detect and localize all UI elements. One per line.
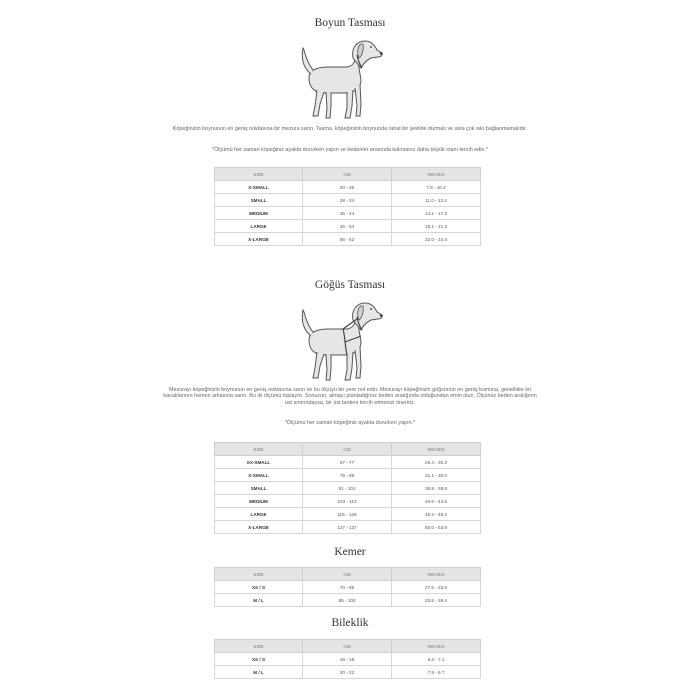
table-row	[215, 181, 481, 194]
section-title-kemer: Kemer	[334, 546, 366, 558]
collar-instructions: Köpeğinizin boynunun en geniş noktasına bir mezura sarın. Tasma, köpeğinizin boynunda rahat bir şekilde durmalı ve asla çok sıkı bağlanmamalıdır.	[172, 126, 528, 132]
col-cm-header: CM	[303, 443, 392, 456]
size-cell: LARGE	[215, 508, 303, 521]
table-row	[215, 666, 481, 679]
table-row	[215, 220, 481, 233]
cm-cell: 16 - 18	[303, 653, 392, 666]
inches-cell: 11.0 - 13.4	[392, 194, 481, 207]
collar-size-table	[214, 167, 481, 246]
bracelet-size-table	[214, 639, 481, 679]
table-row	[215, 495, 481, 508]
cm-cell: 85 - 100	[303, 594, 392, 607]
size-cell: X-LARGE	[215, 521, 303, 534]
size-cell: M / L	[215, 594, 303, 607]
cm-cell: 67 - 77	[303, 456, 392, 469]
cm-cell: 79 - 89	[303, 469, 392, 482]
table-row	[215, 456, 481, 469]
col-cm-header: CM	[303, 568, 392, 581]
table-row	[215, 508, 481, 521]
cm-cell: 20 - 22	[303, 666, 392, 679]
table-row	[215, 594, 481, 607]
cm-cell: 127 - 137	[303, 521, 392, 534]
inches-cell: 33.5 - 39.4	[392, 594, 481, 607]
inches-cell: 6.3 - 7.1	[392, 653, 481, 666]
size-cell: M / L	[215, 666, 303, 679]
table-row	[215, 521, 481, 534]
table-header-row	[215, 168, 481, 181]
col-cm-header: CM	[303, 168, 392, 181]
cm-cell: 36 - 44	[303, 207, 392, 220]
inches-cell: 50.0 - 53.9	[392, 521, 481, 534]
size-cell: X-SMALL	[215, 469, 303, 482]
inches-cell: 27.6 - 33.5	[392, 581, 481, 594]
dog-harness-illustration	[295, 300, 395, 384]
col-size-header: SIZE	[215, 168, 303, 181]
cm-cell: 56 - 62	[303, 233, 392, 246]
size-cell: XS / S	[215, 581, 303, 594]
table-row	[215, 581, 481, 594]
cm-cell: 115 - 125	[303, 508, 392, 521]
cm-cell: 70 - 85	[303, 581, 392, 594]
inches-cell: 22.0 - 24.4	[392, 233, 481, 246]
inches-cell: 31.1 - 35.0	[392, 469, 481, 482]
col-size-header: SIZE	[215, 568, 303, 581]
harness-instructions: Mezurayı köpeğinizin boynunun en geniş noktasına sarın ve bu ölçüyü bir yere not edin. Mezurayı köpeğinizin göğsünün en geniş kısmına, genellikle ön bacaklarının hemen arkasına sarın. Bu iki ölçümü toplayın. Sonucun, almayı planladığınız beden aralığında olduğundan emin olun. Ölçünüz beden aralığının üst sınırındaysa, bir üst bedeni tercih etmenizi öneririz.	[163, 387, 537, 406]
collar-note: *Ölçümü her zaman köpeğiniz ayakta dururken yapın ve bedenler arasında kalırsanız daha büyük olanı tercih edin.*	[212, 147, 488, 153]
table-row	[215, 482, 481, 495]
table-header-row	[215, 568, 481, 581]
inches-cell: 7.9 - 10.2	[392, 181, 481, 194]
section-title-gogus: Göğüs Tasması	[314, 279, 386, 291]
table-header-row	[215, 443, 481, 456]
inches-cell: 40.6 - 44.5	[392, 495, 481, 508]
size-cell: X-SMALL	[215, 181, 303, 194]
col-size-header: SIZE	[215, 640, 303, 653]
section-title-bileklik: Bileklik	[331, 617, 369, 629]
inches-cell: 18.1 - 21.3	[392, 220, 481, 233]
cm-cell: 28 - 34	[303, 194, 392, 207]
section-title-boyun: Boyun Tasması	[314, 17, 386, 29]
size-cell: MEDIUM	[215, 495, 303, 508]
table-row	[215, 194, 481, 207]
table-row	[215, 653, 481, 666]
size-cell: SMALL	[215, 194, 303, 207]
harness-size-table	[214, 442, 481, 534]
inches-cell: 14.2 - 17.3	[392, 207, 481, 220]
col-inches-header: INCHES	[392, 568, 481, 581]
belt-size-table	[214, 567, 481, 607]
cm-cell: 91 - 101	[303, 482, 392, 495]
dog-collar-illustration	[295, 38, 395, 122]
size-cell: XX-SMALL	[215, 456, 303, 469]
table-row	[215, 469, 481, 482]
inches-cell: 7.9 - 8.7	[392, 666, 481, 679]
inches-cell: 26.4 - 30.3	[392, 456, 481, 469]
table-header-row	[215, 640, 481, 653]
size-cell: SMALL	[215, 482, 303, 495]
table-row	[215, 207, 481, 220]
cm-cell: 46 - 54	[303, 220, 392, 233]
col-size-header: SIZE	[215, 443, 303, 456]
inches-cell: 45.3 - 49.2	[392, 508, 481, 521]
col-inches-header: INCHES	[392, 168, 481, 181]
size-cell: X-LARGE	[215, 233, 303, 246]
col-cm-header: CM	[303, 640, 392, 653]
inches-cell: 35.8 - 39.8	[392, 482, 481, 495]
table-row	[215, 233, 481, 246]
cm-cell: 20 - 26	[303, 181, 392, 194]
cm-cell: 103 - 113	[303, 495, 392, 508]
size-cell: LARGE	[215, 220, 303, 233]
harness-note: *Ölçümü her zaman köpeğiniz ayakta dururken yapın.*	[284, 420, 416, 426]
col-inches-header: INCHES	[392, 443, 481, 456]
col-inches-header: INCHES	[392, 640, 481, 653]
size-cell: XS / S	[215, 653, 303, 666]
size-cell: MEDIUM	[215, 207, 303, 220]
